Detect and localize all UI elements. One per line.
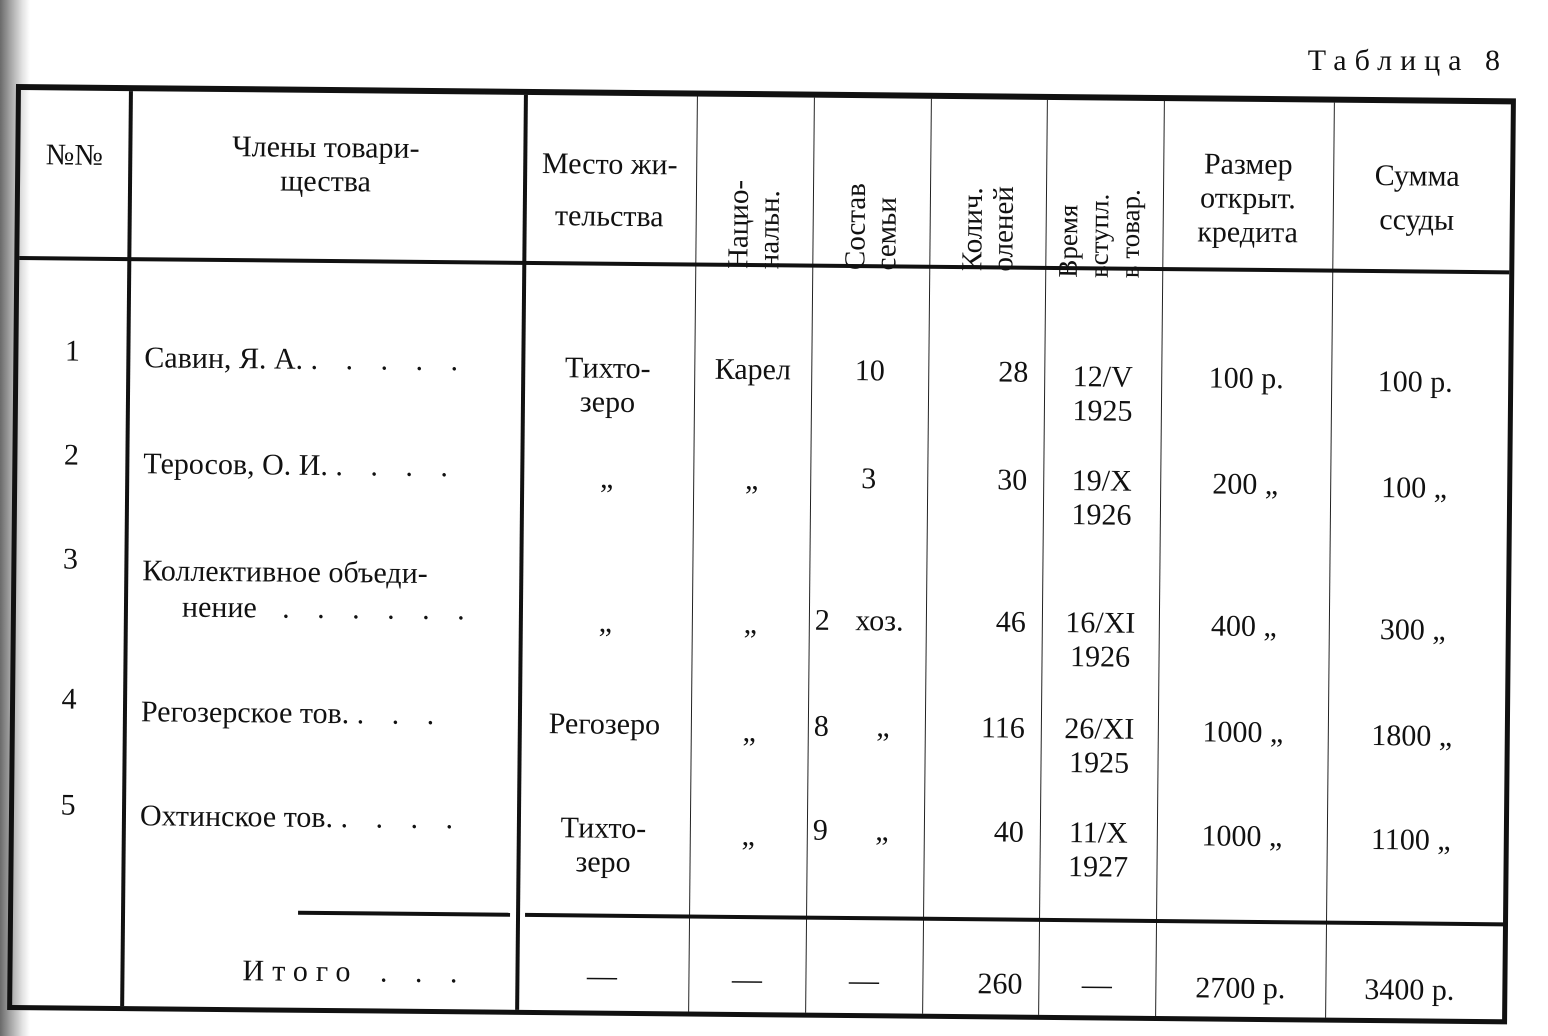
row-number: 3 xyxy=(62,542,79,576)
leader-dots: . . . xyxy=(379,955,468,990)
leader-dots: . . . xyxy=(356,697,445,732)
header-members xyxy=(128,129,524,201)
credit-unit: „ xyxy=(1264,468,1279,502)
header-joined-line: Время xyxy=(1052,204,1084,278)
joined-year: 1925 xyxy=(1068,746,1130,780)
row-nationality: „ xyxy=(744,463,759,497)
header-loan-line: ссуды xyxy=(1379,203,1455,237)
row-credit xyxy=(1160,467,1330,503)
joined-date: 16/XI xyxy=(1065,606,1136,640)
member-name: Регозерское тов. xyxy=(140,695,350,731)
credit-amount: 1000 xyxy=(1201,819,1262,853)
row-deer: 30 xyxy=(997,463,1028,497)
loan-amount: 100 xyxy=(1377,365,1423,399)
joined-date: 11/X xyxy=(1068,816,1128,850)
loan-unit: „ xyxy=(1438,719,1453,753)
family-unit: „ xyxy=(875,814,889,848)
row-family xyxy=(811,354,928,389)
header-joined xyxy=(1053,127,1147,278)
leader-dots: . . . . xyxy=(335,449,459,484)
row-credit xyxy=(1159,609,1329,645)
row-family xyxy=(808,710,925,745)
family-count: 3 xyxy=(861,462,877,496)
row-joined xyxy=(1044,360,1162,429)
residence-line: Регозеро xyxy=(548,707,661,742)
header-loan-line: Сумма xyxy=(1374,159,1460,193)
row-nationality: „ xyxy=(742,715,757,749)
row-residence xyxy=(519,605,692,641)
table-caption: Таблица 8 xyxy=(1307,44,1508,77)
header-deer-line: Колич. xyxy=(956,187,990,272)
header-nationality-line: Нацио- xyxy=(722,179,756,270)
row-member xyxy=(141,695,501,732)
total-nationality: — xyxy=(731,962,763,997)
subtotal-rule xyxy=(298,911,510,917)
joined-date: 26/XI xyxy=(1064,712,1135,746)
header-deer xyxy=(957,131,1022,272)
member-name: Коллективное объеди- xyxy=(142,554,428,590)
row-family xyxy=(807,814,924,849)
total-label xyxy=(242,954,512,991)
credit-amount: 100 xyxy=(1208,361,1254,395)
row-deer: 116 xyxy=(980,711,1026,745)
leader-dots: . . . . xyxy=(340,801,464,836)
total-deer: 260 xyxy=(977,967,1023,1001)
header-members-line: щества xyxy=(280,164,372,199)
row-deer: 46 xyxy=(995,605,1027,639)
header-deer-line: оленей xyxy=(987,185,1021,272)
row-credit xyxy=(1157,819,1327,855)
row-number: 5 xyxy=(60,788,76,822)
header-members-line: Члены товари- xyxy=(232,130,420,165)
credit-unit: „ xyxy=(1268,820,1283,854)
leader-dots: . . . . . xyxy=(310,342,469,378)
joined-date: 12/V xyxy=(1072,360,1133,394)
row-deer: 40 xyxy=(993,815,1025,849)
loan-unit: „ xyxy=(1433,471,1448,505)
column-rule xyxy=(805,98,815,1013)
total-family: — xyxy=(848,964,880,998)
family-count: 2 xyxy=(814,603,831,637)
residence-line: „ xyxy=(598,605,613,639)
loan-unit: „ xyxy=(1432,613,1446,647)
member-name-cont: нение xyxy=(181,590,257,625)
residence-line: зеро xyxy=(575,845,631,879)
joined-year: 1927 xyxy=(1067,850,1129,884)
row-loan xyxy=(1328,719,1496,755)
row-deer: 28 xyxy=(998,355,1029,389)
row-residence xyxy=(516,811,690,881)
credit-amount: 400 xyxy=(1210,609,1257,643)
header-nationality xyxy=(723,129,788,270)
header-joined-line: в товар. xyxy=(1114,188,1146,279)
row-loan xyxy=(1331,365,1499,401)
header-joined-line: вступл. xyxy=(1083,193,1115,279)
column-rule xyxy=(922,99,932,1014)
total-credit: 2700 р. xyxy=(1195,971,1286,1006)
row-joined xyxy=(1039,816,1157,885)
data-table xyxy=(7,84,1516,1024)
credit-unit: „ xyxy=(1263,610,1277,644)
row-nationality: „ xyxy=(743,607,758,641)
credit-amount: 1000 xyxy=(1202,715,1263,749)
row-member xyxy=(144,341,504,378)
row-joined xyxy=(1040,712,1158,781)
row-residence xyxy=(521,351,695,421)
residence-line: „ xyxy=(599,461,614,495)
row-family xyxy=(809,604,926,639)
row-number: 1 xyxy=(64,334,81,368)
residence-line: Тихто- xyxy=(560,811,647,846)
total-rule xyxy=(525,913,1503,926)
header-number: №№ xyxy=(45,138,104,172)
joined-year: 1926 xyxy=(1069,640,1131,674)
row-member xyxy=(143,447,503,484)
family-count: 10 xyxy=(854,354,885,388)
loan-unit: р. xyxy=(1430,365,1453,399)
row-joined xyxy=(1041,606,1159,675)
loan-amount: 100 xyxy=(1381,471,1427,505)
row-number: 4 xyxy=(61,682,77,716)
row-number: 2 xyxy=(63,438,80,472)
leader-dots: . . . . . . xyxy=(282,591,475,627)
member-name: Савин, Я. А. xyxy=(144,341,304,376)
row-loan xyxy=(1327,823,1495,859)
member-name: Охтинское тов. xyxy=(139,799,334,835)
credit-amount: 200 xyxy=(1212,467,1258,501)
header-family xyxy=(840,130,905,271)
total-label-text: Итого xyxy=(242,954,359,989)
credit-unit: „ xyxy=(1269,716,1284,750)
row-credit xyxy=(1158,715,1328,751)
row-member xyxy=(140,799,500,836)
header-loan xyxy=(1333,159,1502,239)
loan-amount: 300 xyxy=(1379,613,1426,647)
row-nationality: „ xyxy=(741,819,756,853)
row-residence xyxy=(520,461,693,497)
header-credit xyxy=(1162,147,1333,251)
residence-line: зеро xyxy=(579,385,636,419)
family-unit: „ xyxy=(876,710,890,744)
member-name: Теросов, О. И. xyxy=(143,447,329,483)
residence-line: Тихто- xyxy=(564,351,651,386)
joined-date: 19/X xyxy=(1071,464,1132,498)
joined-year: 1926 xyxy=(1071,498,1132,532)
row-joined xyxy=(1043,464,1161,533)
row-loan xyxy=(1330,471,1498,507)
row-loan xyxy=(1329,613,1497,649)
family-count: 8 xyxy=(813,709,830,743)
family-unit: хоз. xyxy=(855,604,904,638)
row-credit xyxy=(1161,361,1331,397)
row-nationality: Карел xyxy=(714,352,792,387)
family-count: 9 xyxy=(812,813,829,847)
header-credit-line: открыт. xyxy=(1199,181,1297,216)
header-credit-line: кредита xyxy=(1197,215,1299,250)
total-joined: — xyxy=(1081,968,1113,1002)
row-family xyxy=(810,462,927,497)
header-nationality-line: нальн. xyxy=(753,189,787,270)
total-residence: — xyxy=(586,959,618,993)
row-residence xyxy=(518,707,691,743)
header-family-line: семьи xyxy=(870,197,903,271)
header-credit-line: Размер xyxy=(1203,147,1293,182)
credit-unit: р. xyxy=(1261,361,1284,396)
header-residence-line: Место жи- xyxy=(541,147,678,182)
header-family-line: Состав xyxy=(839,182,873,271)
header-residence xyxy=(523,147,697,235)
row-member xyxy=(142,553,503,628)
loan-amount: 1800 xyxy=(1371,719,1432,753)
loan-amount: 1100 xyxy=(1370,823,1430,857)
loan-unit: „ xyxy=(1437,823,1451,857)
total-loan: 3400 р. xyxy=(1364,972,1455,1007)
joined-year: 1925 xyxy=(1072,394,1133,428)
header-residence-line: тельства xyxy=(554,199,664,234)
